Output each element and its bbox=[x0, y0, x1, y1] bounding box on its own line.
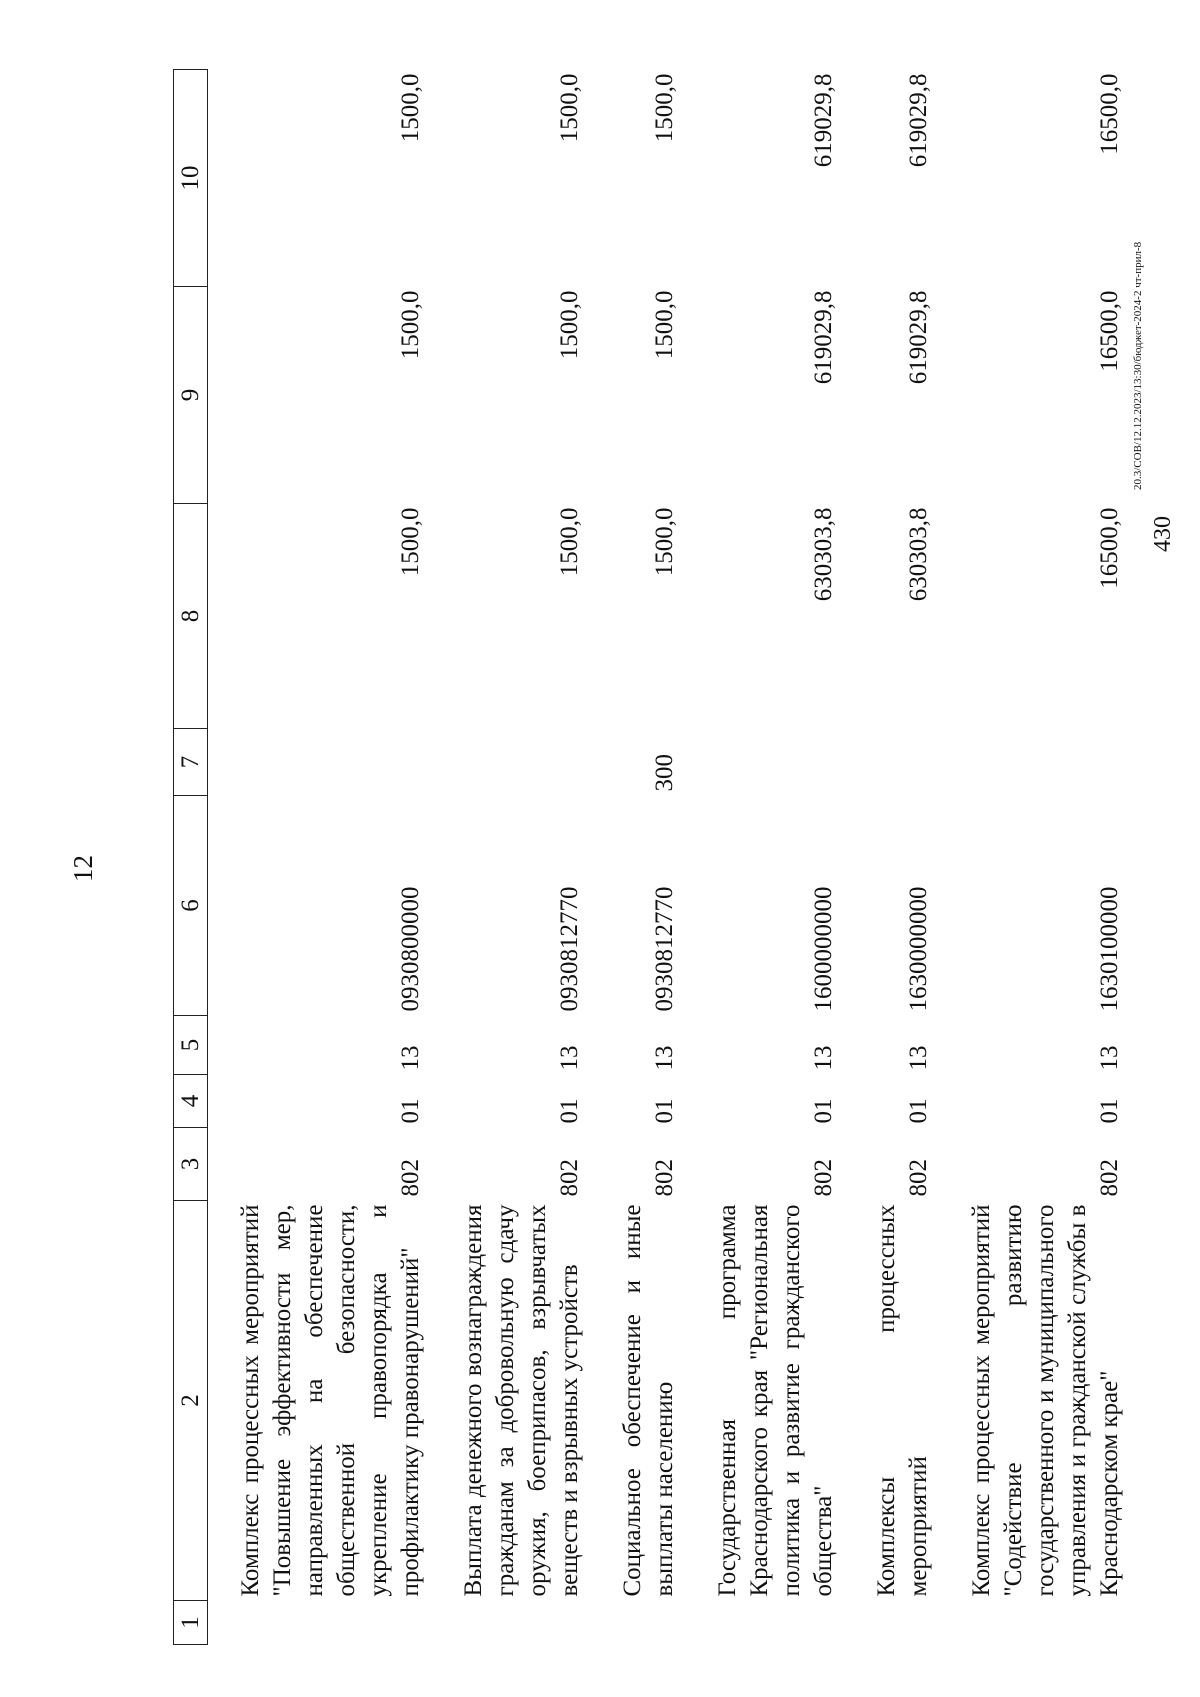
cell-code-4: 01 bbox=[651, 1098, 678, 1124]
cell-code-4: 01 bbox=[397, 1098, 424, 1124]
cell-amount-8: 1500,0 bbox=[397, 507, 424, 577]
cell-code-5: 13 bbox=[905, 1045, 932, 1071]
row-description: Государственная программа Краснодарского края "Региональная политика и развитие гражданского общества" bbox=[714, 1204, 837, 1597]
cell-code-4: 01 bbox=[905, 1098, 932, 1124]
cell-code-3: 802 bbox=[810, 1159, 837, 1197]
column-header: 10 bbox=[174, 70, 208, 287]
row-description: Комплекс процессных мероприятий "Повышение эффективности мер, направленных на обеспечение общественной безопасности, укрепление правопорядка и профилактику правонарушений" bbox=[237, 1204, 424, 1597]
cell-code-3: 802 bbox=[556, 1159, 583, 1197]
cell-code-6: 0930812770 bbox=[651, 886, 678, 1012]
document-stamp: 20.3/СОВ/12.12.2023/13:30/бюджет-2024-2 чт-прил-8 bbox=[1132, 241, 1144, 490]
cell-code-4: 01 bbox=[810, 1098, 837, 1124]
cell-code-6: 0930800000 bbox=[397, 886, 424, 1012]
table-row bbox=[590, 70, 685, 1645]
cell-code-7 bbox=[844, 729, 939, 796]
cell-amount-9: 1500,0 bbox=[556, 290, 583, 360]
cell-code-5: 13 bbox=[651, 1045, 678, 1071]
cell-code-3: 802 bbox=[1096, 1159, 1123, 1197]
cell-amount-9: 1500,0 bbox=[651, 290, 678, 360]
cell-code-7 bbox=[208, 729, 432, 796]
cell-amount-10: 619029,8 bbox=[810, 73, 837, 168]
cell-amount-10: 1500,0 bbox=[397, 73, 424, 143]
cell-amount-8: 630303,8 bbox=[810, 507, 837, 602]
cell-code-3: 802 bbox=[397, 1159, 424, 1197]
budget-table bbox=[173, 69, 1130, 1645]
cell-amount-10: 1500,0 bbox=[651, 73, 678, 143]
cell-amount-8: 1500,0 bbox=[651, 507, 678, 577]
row-description: Комплекс процессных мероприятий "Содействие развитию государственного и муниципального управления и гражданской службы в Краснодарском крае" bbox=[968, 1204, 1123, 1597]
row-description: Выплата денежного вознаграждения гражданам за добровольную сдачу оружия, боеприпасов, взрывчатых веществ и взрывных устройств bbox=[460, 1204, 583, 1597]
table-row bbox=[939, 70, 1130, 1645]
cell-amount-9: 619029,8 bbox=[810, 290, 837, 385]
column-header: 8 bbox=[174, 504, 208, 729]
cell-amount-8: 16500,0 bbox=[1096, 507, 1123, 589]
cell-amount-8: 630303,8 bbox=[905, 507, 932, 602]
cell-code-5: 13 bbox=[810, 1045, 837, 1071]
column-header: 7 bbox=[174, 729, 208, 796]
cell-code-6: 1630100000 bbox=[1096, 886, 1123, 1012]
cell-code-5: 13 bbox=[397, 1045, 424, 1071]
cell-code-6: 0930812770 bbox=[556, 886, 583, 1012]
row-description: Социальное обеспечение и иные выплаты населению bbox=[619, 1204, 678, 1597]
column-header: 6 bbox=[174, 796, 208, 1016]
table-row bbox=[844, 70, 939, 1645]
cell-code-7 bbox=[431, 729, 590, 796]
column-header: 9 bbox=[174, 287, 208, 504]
cell-code-4: 01 bbox=[556, 1098, 583, 1124]
cell-code-3: 802 bbox=[651, 1159, 678, 1197]
column-header: 2 bbox=[174, 1201, 208, 1601]
cell-code-5: 13 bbox=[556, 1045, 583, 1071]
column-header: 4 bbox=[174, 1075, 208, 1128]
sheet-number: 430 bbox=[1150, 516, 1176, 552]
page-number: 12 bbox=[68, 855, 98, 882]
cell-amount-9: 16500,0 bbox=[1096, 290, 1123, 372]
table-row bbox=[208, 70, 432, 1645]
cell-amount-9: 1500,0 bbox=[397, 290, 424, 360]
cell-amount-10: 16500,0 bbox=[1096, 73, 1123, 155]
cell-amount-10: 1500,0 bbox=[556, 73, 583, 143]
column-header: 5 bbox=[174, 1016, 208, 1075]
cell-code-4: 01 bbox=[1096, 1098, 1123, 1124]
cell-code-7 bbox=[685, 729, 844, 796]
column-header: 1 bbox=[174, 1601, 208, 1645]
cell-amount-10: 619029,8 bbox=[905, 73, 932, 168]
column-header: 3 bbox=[174, 1128, 208, 1201]
cell-code-6: 1600000000 bbox=[810, 886, 837, 1012]
cell-code-7: 300 bbox=[651, 754, 678, 792]
cell-amount-9: 619029,8 bbox=[905, 290, 932, 385]
cell-code-5: 13 bbox=[1096, 1045, 1123, 1071]
cell-code-7 bbox=[939, 729, 1130, 796]
table-header-row bbox=[174, 70, 208, 1645]
row-description: Комплексы процессных мероприятий bbox=[873, 1204, 932, 1597]
table-row bbox=[431, 70, 590, 1645]
cell-amount-8: 1500,0 bbox=[556, 507, 583, 577]
cell-code-6: 1630000000 bbox=[905, 886, 932, 1012]
cell-code-3: 802 bbox=[905, 1159, 932, 1197]
table-row bbox=[685, 70, 844, 1645]
